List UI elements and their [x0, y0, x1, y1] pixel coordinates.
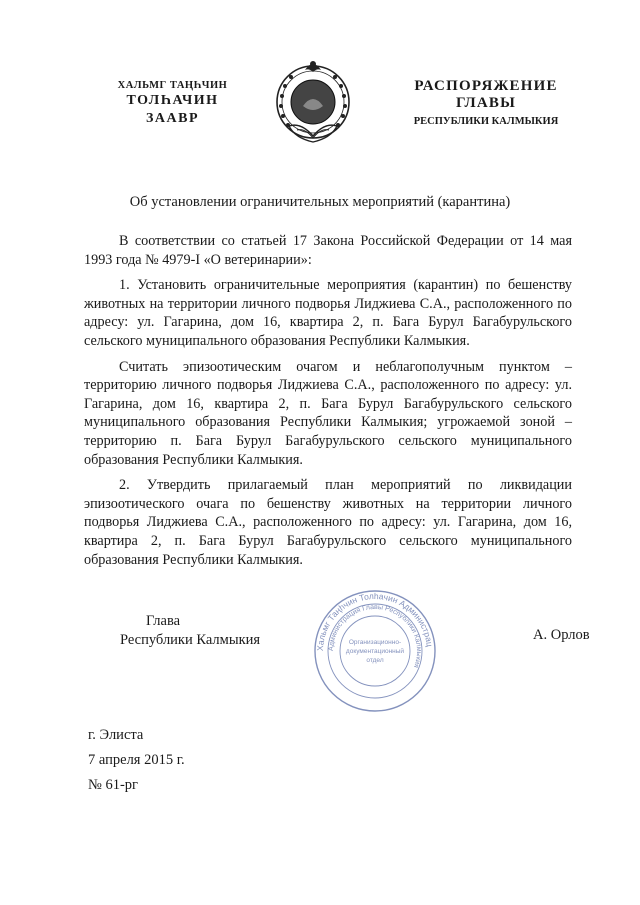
official-stamp: [312, 588, 438, 714]
header-left-line3: ЗААВР: [146, 111, 199, 126]
signature-title-line1: Глава: [146, 613, 181, 629]
document-footer: [88, 723, 185, 798]
header-right-line2: ГЛАВЫ: [455, 95, 517, 111]
document-title: Об установлении ограничительных мероприятий (карантина): [129, 194, 511, 210]
body-paragraph: 2. Утвердить прилагаемый план мероприятий по ликвидации эпизоотического очага по бешенству животных на территории личного подворья Лиджиева С.А., расположенного по адресу: ул. Гагарина, дом 16, квартира 2, п. Бага Бурул Багабурульского сельского муниципального образования Республики Калмыкия.: [84, 477, 572, 568]
stamp-center-line3: отдел: [366, 657, 384, 664]
header-left-block: [100, 80, 245, 127]
stamp-outer-text: Хальмг Таңһчин Толһачин Администрац: [314, 590, 435, 652]
header-left-line2: ТОЛҺАЧИН: [126, 93, 219, 108]
signature-name: А. Орлов: [533, 627, 590, 643]
header-right-line1: РАСПОРЯЖЕНИЕ: [414, 78, 558, 94]
stamp-inner-text: Администрация Главы Республики Калмыкия: [327, 603, 423, 669]
header-right-block: [400, 78, 572, 127]
body-paragraph: В соответствии со статьей 17 Закона Российской Федерации от 14 мая 1993 года № 4979-I «О ветеринарии»:: [84, 233, 572, 268]
kalmykia-coat-of-arms-icon: [271, 56, 355, 146]
body-paragraph: Считать эпизоотическим очагом и неблагополучным пунктом – территорию личного подворья Лиджиева С.А., расположенного по адресу: ул. Гагарина, дом 16, квартира 2, п. Бага Бурул Багабурульского сельского муниципального образования Республики Калмыкия; угрожаемой зоной – территорию п. Бага Бурул Багабурульского сельского муниципального образования Республики Калмыкия.: [84, 358, 572, 468]
document-body: [84, 232, 572, 576]
footer-number: № 61-рг: [88, 777, 138, 793]
header-right-line3: РЕСПУБЛИКИ КАЛМЫКИЯ: [413, 116, 559, 127]
header-left-line1: ХАЛЬМГ ТАҢҺЧИН: [117, 80, 228, 91]
footer-city: г. Элиста: [88, 727, 144, 743]
stamp-center-line1: Организационно-: [348, 639, 402, 646]
signature-title-line2: Республики Калмыкия: [120, 632, 261, 648]
signature-title: [120, 612, 290, 650]
footer-date: 7 апреля 2015 г.: [88, 752, 185, 768]
body-paragraph: 1. Установить ограничительные мероприятия (карантин) по бешенству животных на территории личного подворья Лиджиева С.А., расположенного по адресу: ул. Гагарина, дом 16, квартира 2, п. Бага Бурул Багабурульского сельского муниципального образования Республики Калмыкия.: [84, 277, 572, 349]
stamp-center-line2: документационный: [345, 648, 405, 655]
